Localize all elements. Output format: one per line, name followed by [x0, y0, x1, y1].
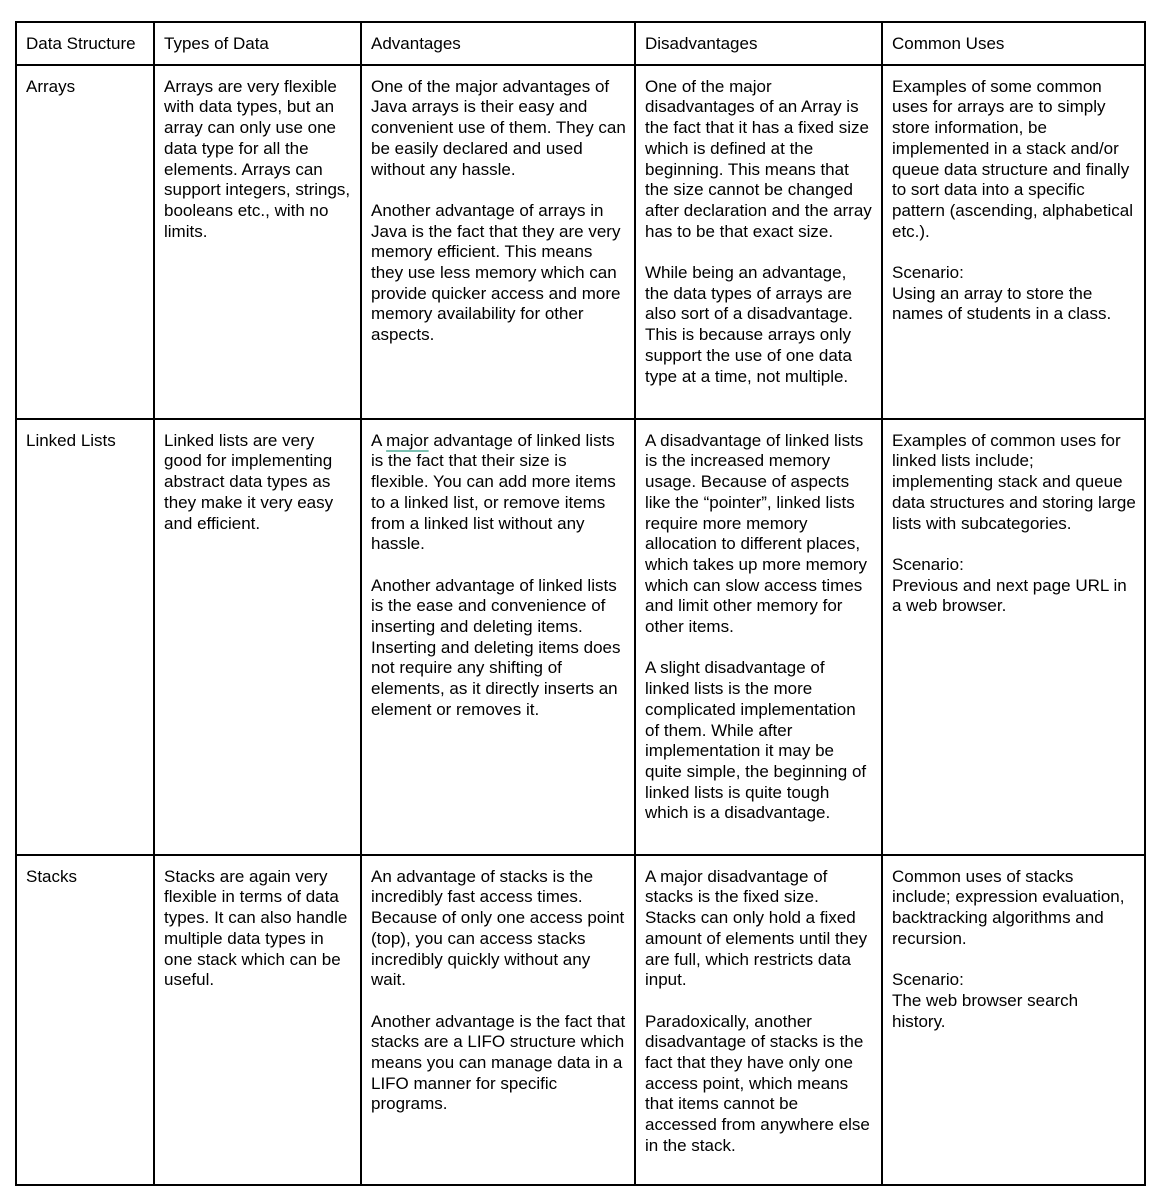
cell-paragraph: While being an advantage, the data types of arrays are also sort of a disadvantage. This is because arrays only support the use of one data type at a time, not multiple. [645, 263, 853, 386]
cell-paragraph: A major disadvantage of stacks is the fixed size. Stacks can only hold a fixed amount of elements until they are full, which restricts data input. [645, 866, 868, 990]
structure-name-cell: Arrays [16, 65, 154, 419]
structure-name-cell: Stacks [16, 855, 154, 1185]
cell-paragraph: A slight disadvantage of linked lists is the more complicated implementation of them. While after implementation it may be quite simple, the beginning of linked lists is quite tough which is a disadvantage. [645, 658, 867, 823]
cell-paragraph: Stacks are again very flexible in terms of data types. It can also handle multiple data types in one stack which can be useful. [164, 866, 348, 990]
cell-paragraph: Scenario: Previous and next page URL in a web browser. [892, 554, 1127, 616]
header-cell: Data Structure [16, 22, 154, 65]
table-row [16, 855, 1145, 1185]
cell-paragraph: Another advantage of arrays in Java is the fact that they are very memory efficient. This means they use less memory which can provide quicker access and more memory availability for other aspects. [371, 200, 621, 345]
cell-paragraph: An advantage of stacks is the incredibly fast access times. Because of only one access point (top), you can access stacks incredibly quickly without any wait. [371, 866, 625, 990]
header-cell: Common Uses [882, 22, 1145, 65]
header-cell: Disadvantages [635, 22, 882, 65]
types-cell [154, 419, 361, 855]
uses-cell [882, 419, 1145, 855]
types-cell [154, 855, 361, 1185]
cell-paragraph: Linked lists are very good for implementing abstract data types as they make it very easy and efficient. [164, 430, 334, 533]
table-header-row [16, 22, 1145, 65]
cell-paragraph: Examples of some common uses for arrays are to simply store information, be implemented in a stack and/or queue data structure and finally to sort data into a specific pattern (ascending, alphabetical etc.). [892, 76, 1133, 241]
cell-paragraph: Examples of common uses for linked lists include; implementing stack and queue data structures and storing large lists with subcategories. [892, 430, 1136, 533]
advantages-cell [361, 855, 635, 1185]
cell-paragraph [371, 431, 626, 555]
advantages-cell [361, 419, 635, 855]
cell-paragraph: Common uses of stacks include; expression evaluation, backtracking algorithms and recursion. [892, 866, 1125, 948]
cell-paragraph: One of the major disadvantages of an Array is the fact that it has a fixed size which is defined at the beginning. This means that the size cannot be changed after declaration and the array has to be that exact size. [645, 76, 872, 241]
advantages-cell [361, 65, 635, 419]
cell-paragraph: A disadvantage of linked lists is the increased memory usage. Because of aspects like the “pointer”, linked lists require more memory allocation to different places, which takes up more memory which can slow access times and limit other memory for other items. [645, 430, 868, 637]
structure-name-cell: Linked Lists [16, 419, 154, 855]
types-cell [154, 65, 361, 419]
cell-paragraph: Arrays are very flexible with data types, but an array can only use one data type for all the elements. Arrays can support integers, strings, booleans etc., with no limits. [164, 76, 351, 241]
cell-paragraph: One of the major advantages of Java arrays is their easy and convenient use of them. They can be easily declared and used without any hassle. [371, 76, 626, 179]
table-row [16, 419, 1145, 855]
uses-cell [882, 855, 1145, 1185]
data-structures-table [15, 21, 1146, 1186]
disadvantages-cell [635, 419, 882, 855]
cell-paragraph: Scenario: Using an array to store the names of students in a class. [892, 263, 1112, 324]
text-run: A [371, 430, 387, 450]
uses-cell [882, 65, 1145, 419]
disadvantages-cell [635, 65, 882, 419]
disadvantages-cell [635, 855, 882, 1185]
cell-paragraph: Another advantage of linked lists is the ease and convenience of inserting and deleting items. Inserting and deleting items does not require any shifting of elements, as it directly inserts an element or removes it. [371, 575, 621, 719]
cell-paragraph: Scenario: The web browser search history. [892, 970, 1079, 1031]
header-cell: Types of Data [154, 22, 361, 65]
spellcheck-underlined-word[interactable]: major [386, 430, 429, 450]
table-row [16, 65, 1145, 419]
text-run: advantage of linked lists is the fact that their size is flexible. You can add more items to a linked list, or remove items from a linked list without any hassle. [371, 430, 616, 554]
header-cell: Advantages [361, 22, 635, 65]
cell-paragraph: Another advantage is the fact that stacks are a LIFO structure which means you can manage data in a LIFO manner for specific programs. [371, 1011, 626, 1114]
cell-paragraph: Paradoxically, another disadvantage of stacks is the fact that they have only one access point, which means that items cannot be accessed from anywhere else in the stack. [645, 1011, 870, 1155]
